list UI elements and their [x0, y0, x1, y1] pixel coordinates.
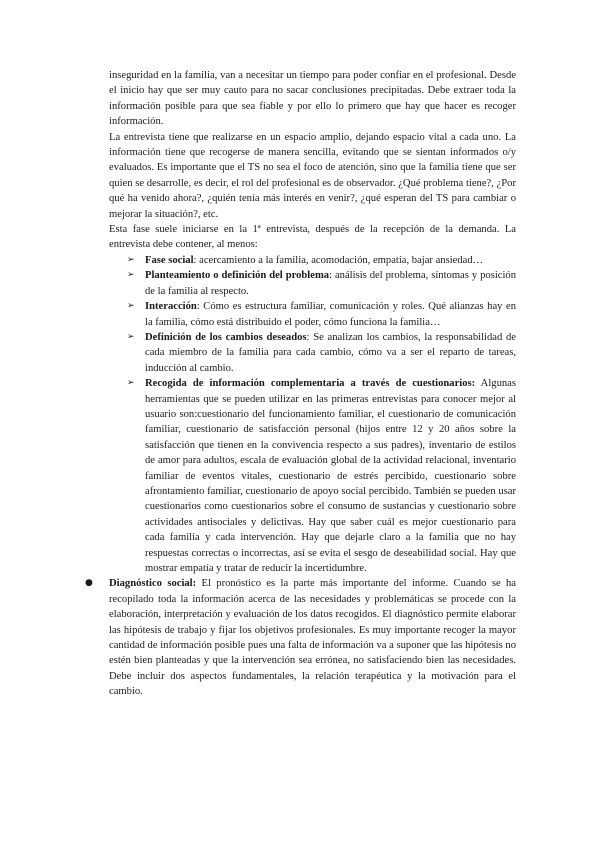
paragraph-fase: Esta fase suele iniciarse en la 1ª entrevista, después de la recepción de la demanda. La entrevista debe contener, al menos: — [109, 224, 516, 251]
section-text: El pronóstico es la parte más importante del informe. Cuando se ha recopilado toda la información acerca de las necesidades y problemáticas se procede con la elaboración, interpretación y evaluación de los datos recogidos. El diagnóstico permite elaborar las hipótesis de trabajo y fijar los objetivos profesionales. Es muy importante recoger la mayor cantidad de información posible pues una falta de información va a suponer que las hipótesis no estén bien planteadas y que la intervención sea errónea, no satisfaciendo bien las necesidades. Debe incluir dos aspectos fundamentales, la relación terapéutica y la motivación para el cambio. — [109, 578, 516, 698]
interview-contents-list — [109, 253, 516, 577]
list-item-term: Planteamiento o definición del problema — [145, 270, 330, 282]
arrow-bullet-icon: ➢ — [127, 254, 135, 265]
list-item-term: Recogida de información complementaria a través de cuestionarios: — [145, 378, 476, 390]
list-item — [127, 253, 516, 268]
circle-bullet-icon: ● — [85, 578, 93, 589]
list-item-term: Interacción — [145, 301, 197, 313]
paragraph-inseguridad: inseguridad en la familia, van a necesitar un tiempo para poder confiar en el profesional. Desde el inicio hay que ser muy cauto para no sacar conclusiones precipitadas. Debe extraer toda la información posible para que sea fiable y por ello lo primero que hay que hacer es recoger información. — [109, 70, 516, 128]
list-item — [127, 268, 516, 299]
list-item — [127, 330, 516, 376]
arrow-bullet-icon: ➢ — [127, 270, 135, 281]
list-item — [127, 299, 516, 330]
arrow-bullet-icon: ➢ — [127, 331, 135, 342]
list-item — [127, 376, 516, 576]
arrow-bullet-icon: ➢ — [127, 378, 135, 389]
list-item-term: Fase social — [145, 254, 194, 266]
diagnostico-section — [85, 576, 516, 699]
list-item-text: Algunas herramientas que se pueden utilizar en las primeras entrevistas para conocer mejor al usuario son:cuestionario del funcionamiento familiar, el cuestionario de comunicación familiar, cuestionario de satisfacción personal (hijos entre 12 y 20 años sobre la satisfacción que tienen en la convivencia respecto a sus padres), inventario de estilos de amor para adultos, escala de evaluación global de la actividad relacional, inventario familiar de eventos vitales, cuestionario de estrés percibido, cuestionario sobre afrontamiento familiar, cuestionario de apoyo social percibido. También se pueden usar cuestionarios como cuestionarios sobre el consumo de sustancias y cuestionario sobre actividades antisociales y delictivas. Hay que saber cuál es mejor cuestionario para cada familia y cada intervención. Hay que dejarle claro a la familia que no hay respuestas correctas o incorrectas, así se evita el sesgo de deseabilidad social. Hay que mostrar empatía y tratar de reducir la incertidumbre. — [145, 378, 516, 574]
list-item-text: : análisis del problema, síntomas y posición de la familia al respecto. — [145, 270, 516, 297]
arrow-bullet-icon: ➢ — [127, 301, 135, 312]
list-item-text: : Cómo es estructura familiar, comunicación y roles. Qué alianzas hay en la familia, cómo está distribuido el poder, cómo funciona la familia… — [145, 301, 516, 328]
section-heading: Diagnóstico social: — [109, 578, 197, 590]
list-item-text: : acercamiento a la familia, acomodación, empatía, bajar ansiedad… — [193, 254, 484, 266]
list-item-term: Definición de los cambios deseados — [145, 331, 307, 343]
list-item-text: : Se analizan los cambios, la responsabilidad de cada miembro de la familia para cada cambio, cómo va a ser el reparto de tareas, inducción al cambio. — [145, 331, 516, 374]
paragraph-entrevista: La entrevista tiene que realizarse en un espacio amplio, dejando espacio vital a cada uno. La información tiene que recogerse de manera sencilla, evitando que se sientan informados o/y evaluados. Es importante que el TS no sea el foco de atención, sino que la familia tiene que ser quien se desarrolle, es decir, el rol del profesional es de observador. ¿Qué problema tiene?, ¿Por qué ha venido ahora?, ¿quién tenía más interés en venir?, ¿qué esperan del TS para cambiar o mejorar la situación?, etc. — [109, 131, 516, 220]
